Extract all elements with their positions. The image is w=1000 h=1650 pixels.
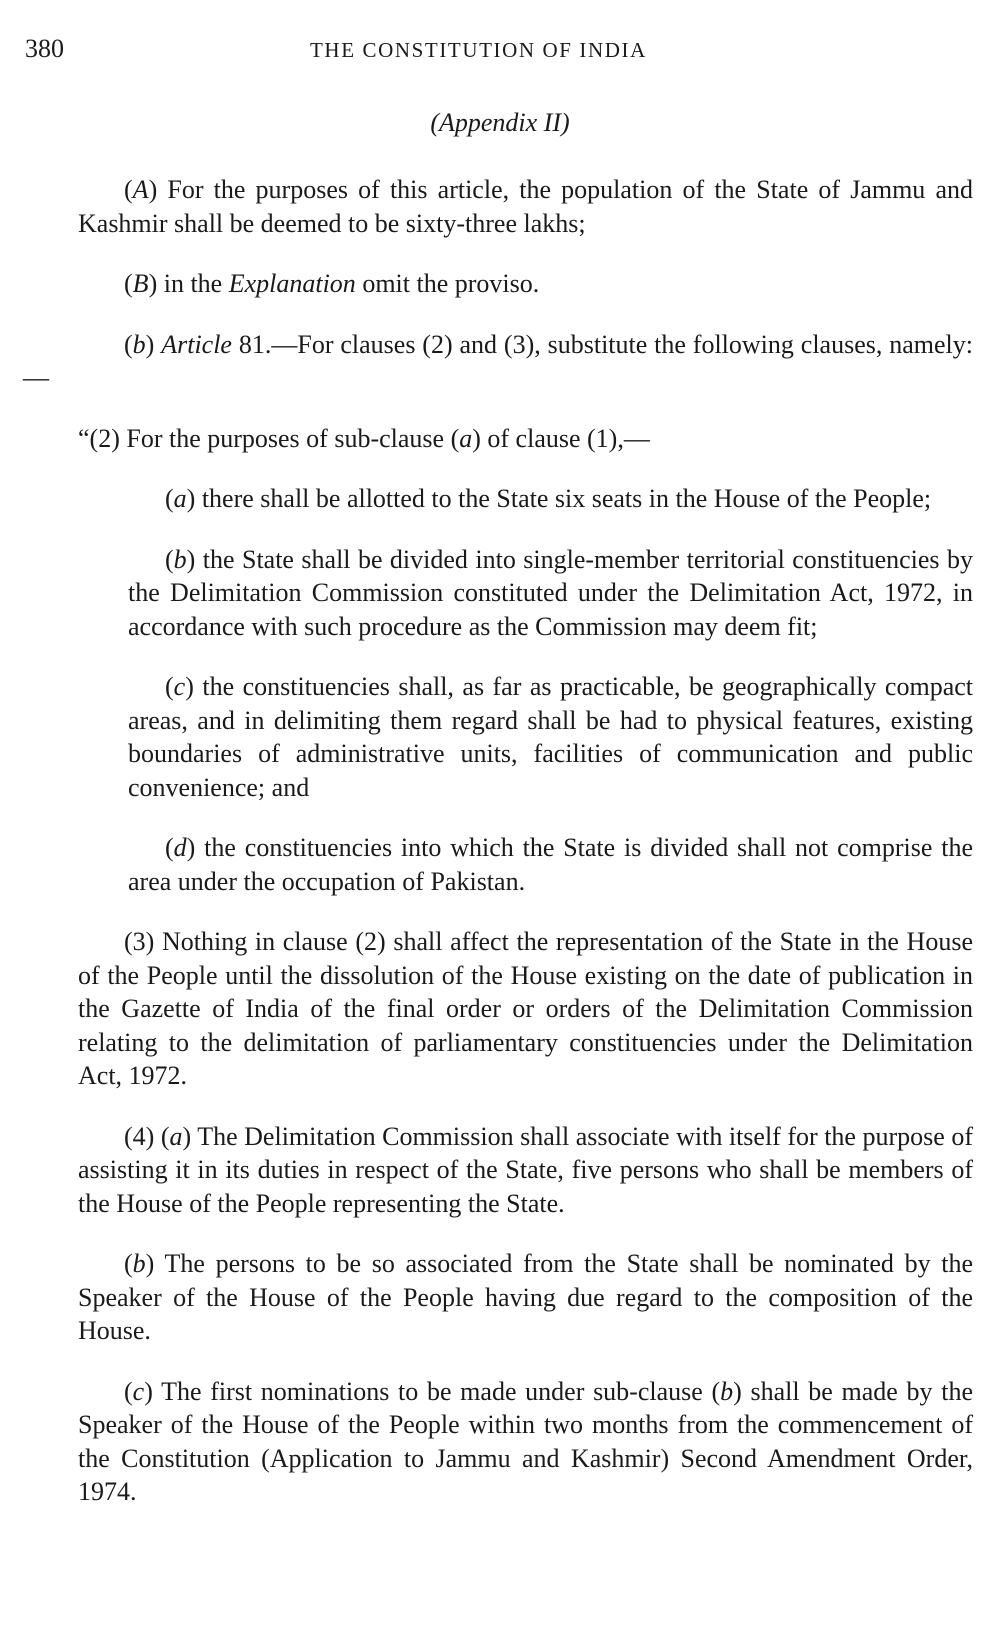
sub-clause-b-text: ) the State shall be divided into single-member territorial constituencies by the Delimitation Commission constituted under the Delimitation Act, 1972, in accordance with such procedure as the Commission may deem fit; [128,544,973,641]
marker-B: B [132,269,149,298]
clause-2-intro-post: ) of clause (1),— [472,423,650,453]
sub-clause-d: (d) the constituencies into which the State is divided shall not comprise the area under the occupation of Pakistan. [128,833,973,896]
clause-2-intro-pre: “(2) For the purposes of sub-clause ( [78,423,460,453]
paragraph-article-81: (b) Article 81.—For clauses (2) and (3), substitute the following clauses, namely:— [23,329,973,392]
clause-4b: (b) The persons to be so associated from the State shall be nominated by the Speaker of the House of the People having due regard to the composition of the House. [78,1249,973,1345]
sub-clause-c: (c) the constituencies shall, as far as practicable, be geographically compact areas, and in delimiting them regard shall be had to physical features, existing boundaries of administrative units, facilities of communication and public convenience; and [128,672,973,802]
document-body [23,173,973,1536]
marker-b: b [132,329,146,359]
explanation-term: Explanation [228,269,356,298]
sub-clause-d-marker: d [173,833,187,862]
clause-4b-text: ) The persons to be so associated from the State shall be nominated by the Speaker of the House of the People having due regard to the composition of the House. [78,1249,973,1345]
clause-4b-marker: b [132,1249,146,1278]
clause-4a-text: ) The Delimitation Commission shall associate with itself for the purpose of assisting it in its duties in respect of the State, five persons who shall be members of the House of the People representing the State. [78,1121,973,1218]
clause-4c-italic: b [720,1376,734,1406]
paragraph-B: (B) in the Explanation omit the proviso. [124,269,540,298]
sub-clause-b: (b) the State shall be divided into single-member territorial constituencies by the Delimitation Commission constituted under the Delimitation Act, 1972, in accordance with such procedure as the Commission may deem fit; [128,544,973,641]
clause-2-intro [78,422,973,456]
sub-clause-b-marker: b [173,544,187,574]
clause-4c: (c) The first nominations to be made under sub-clause (b) shall be made by the Speaker of the House of the People within two months from the commencement of the Constitution (Application to Jammu and Kashmir) Second Amendment Order, 1974. [78,1376,973,1506]
clause-4a-pre: (4) ( [124,1121,170,1151]
clause-4c-marker: c [132,1376,145,1406]
sub-clause-c-text: ) the constituencies shall, as far as practicable, be geographically compact areas, and in delimiting them regard shall be had to physical features, existing boundaries of administrative units, facilities of communication and public convenience; and [128,672,973,802]
clause-4c-post: ) shall be made by the Speaker of the House of the People within two months from the commencement of the Constitution (Application to Jammu and Kashmir) Second Amendment Order, 1974. [78,1376,973,1506]
clause-3-text: (3) Nothing in clause (2) shall affect the representation of the State in the House of the People until the dissolution of the House existing on the date of publication in the Gazette of India of the final order or orders of the Delimitation Commission relating to the delimitation of parliamentary constituencies under the Delimitation Act, 1972. [78,927,973,1090]
clause-4a [78,1120,973,1221]
paragraph-B-pre: ) in the [148,269,229,298]
marker-A: A [132,175,149,204]
sub-clause-a: (a) there shall be allotted to the State six seats in the House of the People; [165,484,932,513]
sub-clause-d-text: ) the constituencies into which the State is divided shall not comprise the area under the occupation of Pakistan. [128,833,973,896]
appendix-label: (Appendix II) [430,108,570,137]
clause-4a-marker: a [169,1121,183,1151]
sub-clause-a-marker: a [173,484,187,513]
article-word: Article [161,329,232,359]
clause-4c-pre: ) The first nominations to be made under sub-clause ( [144,1376,721,1406]
sub-clause-a-text: ) there shall be allotted to the State six seats in the House of the People; [186,484,932,513]
paragraph-A-text: ) For the purposes of this article, the population of the State of Jammu and Kashmir shall be deemed to be sixty-three lakhs; [78,175,973,238]
paragraph-B-post: omit the proviso. [355,269,540,298]
running-head: THE CONSTITUTION OF INDIA [310,38,647,62]
page-number: 380 [25,34,64,63]
clause-2-intro-italic: a [459,423,473,453]
page-header [0,34,1000,68]
sub-clause-c-marker: c [173,672,186,701]
clause-3 [78,925,973,1093]
paragraph-article-81-text: 81.—For clauses (2) and (3), substitute the following clauses, namely:— [23,329,973,392]
paragraph-A: (A) For the purposes of this article, the population of the State of Jammu and Kashmir shall be deemed to be sixty-three lakhs; [78,175,973,238]
